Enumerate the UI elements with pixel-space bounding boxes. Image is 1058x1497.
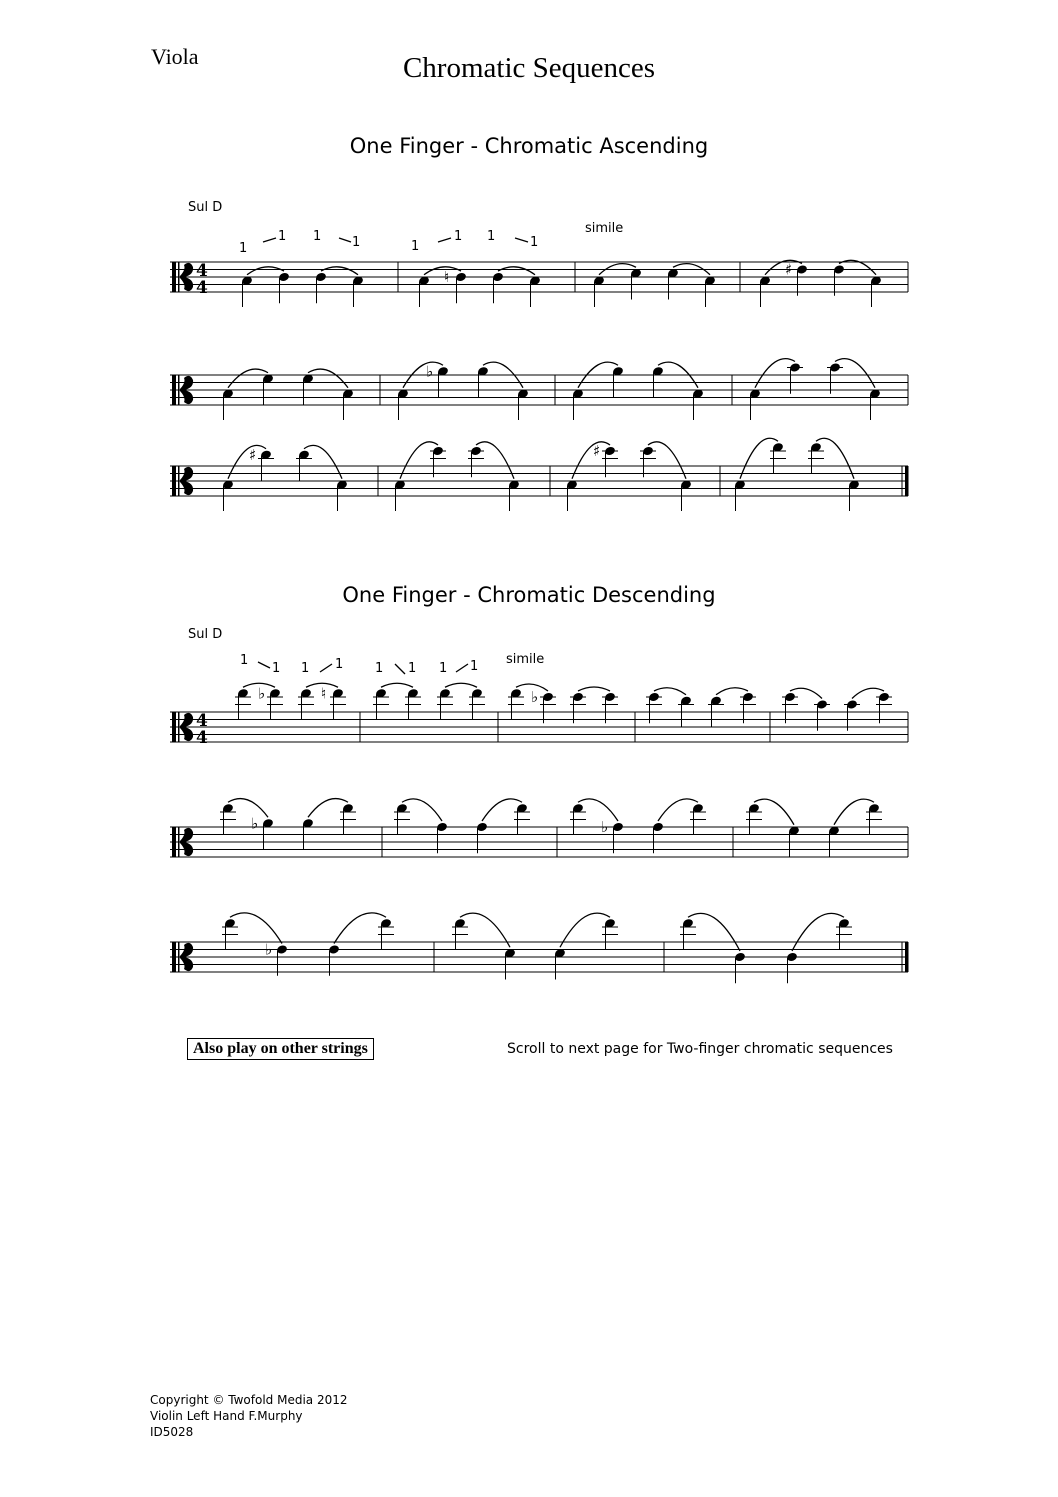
staff-system-ascending-3: [0, 430, 1058, 520]
fingering-number: 1: [313, 229, 322, 244]
slur: [424, 267, 461, 275]
slur: [792, 913, 844, 951]
section-title-descending: One Finger - Chromatic Descending: [342, 583, 716, 607]
slur: [334, 913, 386, 944]
scroll-note: Scroll to next page for Two-finger chromatic sequences: [507, 1041, 893, 1057]
shift-line: [263, 238, 276, 242]
staff-system-descending-3: [0, 880, 1058, 990]
time-signature-top: 4: [196, 711, 208, 731]
staff-system-descending-1: [0, 650, 1058, 760]
shift-line: [515, 238, 528, 242]
slur: [498, 267, 535, 275]
fingering-number: 1: [240, 653, 249, 668]
slur: [247, 267, 284, 275]
flat-icon: ♭: [601, 818, 609, 836]
simile-marking-descending: simile: [506, 652, 545, 667]
simile-marking-ascending: simile: [585, 221, 624, 236]
slur: [228, 799, 268, 818]
slur: [381, 683, 413, 687]
staff-system-descending-2: [0, 765, 1058, 875]
instrument-label: Viola: [151, 44, 199, 69]
shift-line: [395, 664, 405, 674]
fingering-number: 1: [352, 235, 361, 250]
shift-line: [339, 238, 351, 242]
natural-icon: ♮: [444, 268, 450, 286]
fingering-number: 1: [239, 241, 248, 256]
page-title: Chromatic Sequences: [402, 52, 656, 84]
fingering-number: 1: [375, 661, 384, 676]
slur: [482, 799, 522, 821]
flat-icon: ♭: [265, 940, 273, 959]
slur: [402, 799, 442, 821]
shift-line: [456, 664, 468, 672]
shift-line: [320, 664, 332, 672]
slur: [658, 799, 698, 821]
staff-system-ascending-1: [0, 230, 1058, 320]
staff-system-ascending-2: [0, 345, 1058, 425]
sharp-icon: ♯: [249, 445, 257, 464]
slur: [321, 267, 358, 275]
fingering-number: 1: [454, 229, 463, 244]
flat-icon: ♭: [251, 814, 259, 833]
footer: [150, 1392, 348, 1440]
flat-icon: ♭: [426, 362, 434, 381]
slur: [578, 799, 618, 821]
document-id: ID5028: [150, 1425, 194, 1439]
fingering-number: 1: [278, 229, 287, 244]
fingering-number: 1: [301, 661, 310, 676]
sharp-icon: ♯: [593, 442, 601, 460]
final-barline-thick: [905, 466, 909, 496]
fingering-number: 1: [408, 661, 417, 676]
fingering-number: 1: [439, 661, 448, 676]
final-barline-thick: [905, 942, 909, 972]
also-play-note: Also play on other strings: [187, 1038, 374, 1060]
time-signature-top: 4: [196, 261, 208, 281]
slur: [445, 683, 477, 687]
fingering-number: 1: [335, 657, 344, 672]
slur: [654, 688, 686, 695]
flat-icon: ♭: [258, 684, 266, 703]
time-signature-bottom: 4: [196, 278, 208, 298]
shift-line: [258, 662, 270, 668]
fingering-number: 1: [487, 229, 496, 244]
slur: [835, 359, 875, 388]
flat-icon: ♭: [531, 688, 539, 706]
shift-line: [438, 238, 451, 242]
sharp-icon: ♯: [785, 260, 793, 279]
slur: [755, 359, 795, 388]
time-signature-bottom: 4: [196, 728, 208, 748]
natural-icon: ♮: [321, 684, 327, 703]
slur: [308, 369, 348, 388]
section-title-ascending: One Finger - Chromatic Ascending: [349, 134, 709, 158]
string-marking-descending: Sul D: [188, 627, 223, 642]
slur: [230, 913, 282, 944]
slur: [308, 799, 348, 818]
copyright-text: Copyright © Twofold Media 2012: [150, 1393, 348, 1407]
slur: [716, 688, 748, 695]
slur: [578, 687, 610, 691]
string-marking-ascending: Sul D: [188, 200, 223, 215]
fingering-number: 1: [470, 659, 479, 674]
fingering-number: 1: [411, 239, 420, 254]
credit-text: Violin Left Hand F.Murphy: [150, 1409, 303, 1423]
slur: [688, 913, 740, 951]
fingering-number: 1: [530, 235, 539, 250]
fingering-number: 1: [272, 661, 281, 676]
slur: [228, 369, 268, 388]
